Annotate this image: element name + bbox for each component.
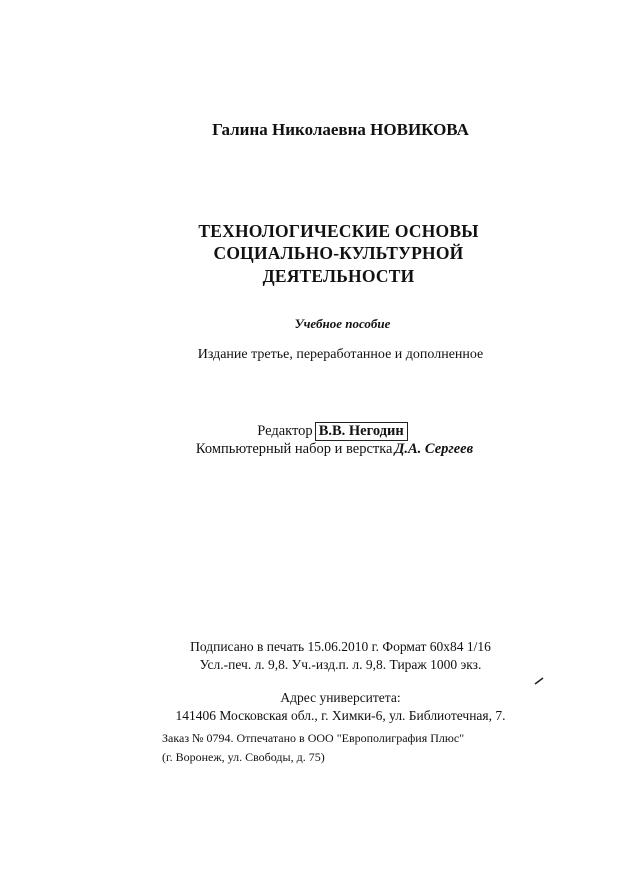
title-line-1: ТЕХНОЛОГИЧЕСКИЕ ОСНОВЫ (198, 221, 479, 241)
address-heading: Адрес университета: (280, 690, 401, 705)
order-line-1: Заказ № 0794. Отпечатано в ООО "Европолиграфия Плюс" (162, 731, 465, 745)
editor-credit (18, 422, 629, 441)
order-line-2: (г. Воронеж, ул. Свободы, д. 75) (162, 750, 325, 764)
author-name: Галина Николаевна НОВИКОВА (212, 120, 469, 139)
address-line: 141406 Московская обл., г. Химки-6, ул. Библиотечная, 7. (175, 708, 506, 723)
subtitle: Учебное пособие (294, 316, 391, 331)
title-line-2: СОЦИАЛЬНО-КУЛЬТУРНОЙ (213, 243, 464, 263)
imprint-line-1: Подписано в печать 15.06.2010 г. Формат 60x84 1/16 (190, 639, 491, 654)
editor-label: Редактор (257, 423, 313, 439)
edition-note: Издание третье, переработанное и дополненное (197, 347, 484, 362)
pen-mark (534, 676, 544, 686)
layout-name: Д.А. Сергеев (394, 441, 474, 457)
editor-name: В.В. Негодин (315, 422, 408, 441)
layout-credit (20, 441, 629, 458)
layout-label: Компьютерный набор и верстка (195, 441, 393, 457)
imprint-line-2: Усл.-печ. л. 9,8. Уч.-изд.п. л. 9,8. Тираж 1000 экз. (199, 657, 482, 672)
title-line-3: ДЕЯТЕЛЬНОСТИ (262, 266, 415, 286)
